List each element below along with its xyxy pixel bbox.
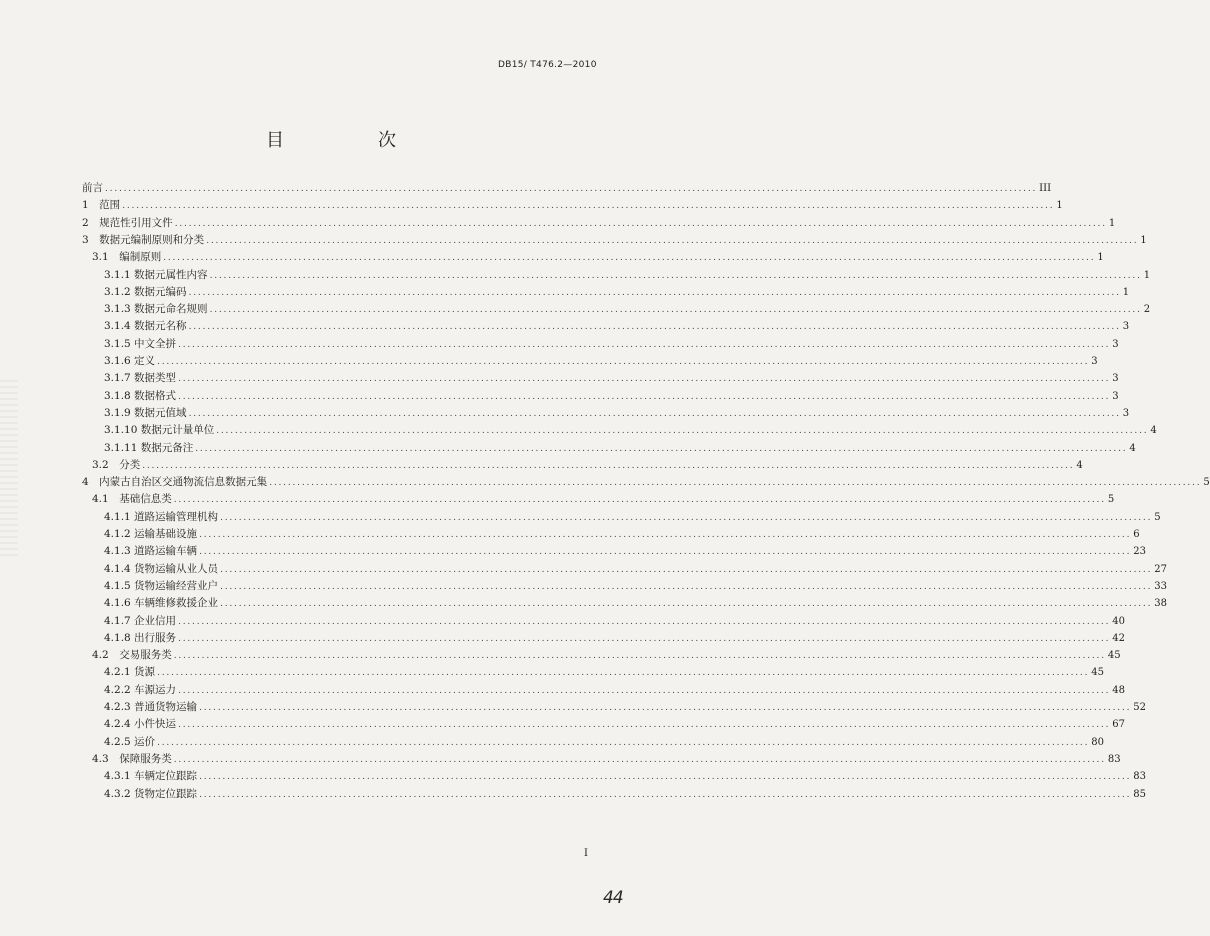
toc-entry-page: 45 [1091, 667, 1104, 679]
toc-entry-page: 42 [1112, 632, 1125, 644]
toc-entry[interactable] [104, 613, 1125, 630]
toc-entry-label: 2 规范性引用文件 [82, 216, 173, 229]
toc-leader-dots: ........................................................................................................................................................................................................ [220, 599, 1153, 610]
toc-entry[interactable] [92, 491, 1115, 508]
toc-entry-label: 3.1.7 数据类型 [104, 372, 177, 385]
toc-leader-dots: ........................................................................................................................................................................................................ [209, 305, 1142, 316]
toc-entry-page: 1 [1097, 252, 1104, 264]
toc-entry-page: 38 [1154, 598, 1167, 610]
toc-entry[interactable] [92, 647, 1121, 664]
toc-entry-label: 3.1.1 数据元属性内容 [104, 268, 208, 281]
toc-leader-dots: ........................................................................................................................................................................................................ [178, 720, 1111, 731]
toc-entry-page: 6 [1133, 529, 1140, 540]
toc-entry-page: 45 [1107, 650, 1121, 662]
toc-entry[interactable] [104, 267, 1151, 284]
toc-entry[interactable] [104, 561, 1167, 578]
toc-entry-page: 4 [1076, 459, 1083, 471]
handwritten-page-number: 44 [603, 888, 623, 908]
toc-entry-page: 3 [1091, 356, 1098, 367]
toc-entry-label: 4.1.7 企业信用 [104, 614, 177, 627]
toc-entry-label: 3.1.8 数据格式 [104, 389, 177, 402]
page-title: 目 次 [266, 130, 434, 151]
toc-entry[interactable] [104, 682, 1125, 699]
toc-entry-label: 4.3.2 货物定位跟踪 [104, 787, 198, 800]
toc-entry-label: 3.1.10 数据元计量单位 [104, 424, 215, 437]
toc-leader-dots: ........................................................................................................................................................................................................ [216, 426, 1149, 437]
toc-entry[interactable] [104, 595, 1167, 612]
toc-entry[interactable] [104, 768, 1146, 785]
toc-leader-dots: ........................................................................................................................................................................................................ [178, 374, 1111, 385]
toc-entry[interactable] [104, 716, 1125, 733]
toc-leader-dots: ........................................................................................................................................................................................................ [195, 443, 1128, 454]
toc-entry-page: 1 [1122, 286, 1130, 298]
toc-entry-label: 4.1.8 出行服务 [104, 631, 177, 644]
toc-leader-dots: ........................................................................................................................................................................................................ [163, 253, 1096, 264]
toc-entry-label: 3.1 编制原则 [92, 251, 162, 264]
toc-entry[interactable] [104, 405, 1130, 422]
toc-leader-dots: ........................................................................................................................................................................................................ [178, 391, 1111, 402]
toc-entry-label: 1 范围 [82, 199, 121, 212]
toc-entry-label: 4.1.6 车辆维修救援企业 [104, 597, 219, 610]
toc-leader-dots: ........................................................................................................................................................................................................ [188, 408, 1121, 419]
toc-entry-label: 4.1 基础信息类 [92, 493, 172, 506]
toc-entry-page: 5 [1203, 477, 1210, 489]
toc-leader-dots: ........................................................................................................................................................................................................ [178, 685, 1111, 696]
toc-entry-label: 前言 [82, 182, 103, 194]
toc-entry-page: 5 [1107, 494, 1115, 506]
toc-entry[interactable] [104, 353, 1098, 370]
toc-entry[interactable] [82, 197, 1063, 214]
toc-entry[interactable] [104, 422, 1157, 439]
toc-leader-dots: ........................................................................................................................................................................................................ [220, 512, 1153, 523]
toc-entry-page: 3 [1112, 390, 1119, 402]
toc-entry-page: 67 [1112, 719, 1125, 731]
toc-leader-dots: ........................................................................................................................................................................................................ [173, 495, 1106, 506]
toc-leader-dots: ........................................................................................................................................................................................................ [188, 322, 1121, 333]
toc-leader-dots: ........................................................................................................................................................................................................ [105, 184, 1038, 194]
toc-leader-dots: ........................................................................................................................................................................................................ [157, 737, 1090, 748]
toc-entry[interactable] [104, 734, 1104, 751]
toc-entry-page: 48 [1112, 684, 1125, 696]
toc-entry-label: 4.2.1 货源 [104, 666, 156, 679]
toc-leader-dots: ........................................................................................................................................................................................................ [174, 218, 1107, 229]
toc-leader-dots: ........................................................................................................................................................................................................ [209, 270, 1142, 281]
toc-entry-label: 4.2.4 小件快运 [104, 718, 177, 731]
toc-entry[interactable] [92, 751, 1121, 768]
toc-entry[interactable] [104, 336, 1119, 353]
toc-leader-dots: ........................................................................................................................................................................................................ [173, 754, 1106, 765]
toc-entry[interactable] [104, 578, 1167, 595]
toc-entry-label: 4.2 交易服务类 [92, 649, 172, 662]
toc-entry-label: 3.1.2 数据元编码 [104, 285, 187, 298]
toc-entry[interactable] [104, 786, 1146, 803]
document-code: DB15/ T476.2—2010 [498, 60, 597, 70]
toc-entry-label: 4.2.3 普通货物运输 [104, 701, 198, 713]
toc-entry[interactable] [104, 699, 1146, 716]
toc-leader-dots: ........................................................................................................................................................................................................ [178, 616, 1111, 627]
toc-entry-page: 27 [1154, 563, 1167, 575]
toc-leader-dots: ........................................................................................................................................................................................................ [199, 703, 1132, 713]
toc-entry-label: 4.1.3 道路运输车辆 [104, 545, 198, 558]
toc-entry-label: 3.1.11 数据元备注 [104, 441, 194, 454]
toc-entry-page: 2 [1143, 304, 1151, 316]
toc-entry-label: 4.1.2 运输基础设施 [104, 528, 198, 540]
toc-leader-dots: ........................................................................................................................................................................................................ [206, 235, 1139, 246]
toc-leader-dots: ........................................................................................................................................................................................................ [199, 530, 1132, 540]
toc-entry-page: III [1039, 183, 1052, 194]
toc-entry-page: 1 [1108, 217, 1116, 229]
toc-entry[interactable] [92, 457, 1083, 474]
toc-entry-page: 23 [1133, 546, 1146, 558]
toc-entry-label: 3 数据元编制原则和分类 [82, 233, 205, 246]
toc-entry-page: 1 [1143, 269, 1151, 281]
toc-entry-label: 4.3 保障服务类 [92, 752, 172, 765]
toc-entry-page: 5 [1154, 511, 1161, 523]
toc-entry-page: 3 [1122, 407, 1130, 419]
toc-leader-dots: ........................................................................................................................................................................................................ [178, 339, 1111, 350]
toc-entry-label: 3.1.6 定义 [104, 355, 156, 367]
toc-entry[interactable] [104, 388, 1119, 405]
toc-leader-dots: ........................................................................................................................................................................................................ [199, 789, 1132, 800]
toc-entry[interactable] [104, 630, 1125, 647]
toc-entry-page: 52 [1133, 702, 1146, 713]
toc-entry-label: 4.3.1 车辆定位跟踪 [104, 770, 198, 783]
toc-entry-page: 4 [1129, 442, 1136, 454]
toc-entry-label: 4 内蒙古自治区交通物流信息数据元集 [82, 476, 268, 489]
toc-entry[interactable] [82, 180, 1052, 197]
toc-entry[interactable] [104, 370, 1119, 387]
toc-leader-dots: ........................................................................................................................................................................................................ [173, 651, 1106, 662]
toc-entry[interactable] [104, 543, 1146, 560]
toc-entry[interactable] [82, 474, 1210, 491]
toc-leader-dots: ........................................................................................................................................................................................................ [122, 201, 1055, 212]
toc-entry[interactable] [104, 301, 1151, 318]
toc-entry-label: 4.1.1 道路运输管理机构 [104, 510, 219, 523]
toc-entry[interactable] [92, 249, 1104, 266]
toc-entry-label: 3.1.3 数据元命名规则 [104, 303, 208, 316]
toc-entry-page: 3 [1112, 338, 1119, 350]
toc-leader-dots: ........................................................................................................................................................................................................ [157, 357, 1090, 367]
toc-leader-dots: ........................................................................................................................................................................................................ [220, 564, 1153, 575]
toc-entry-page: 3 [1122, 321, 1130, 333]
toc-entry-label: 3.1.4 数据元名称 [104, 320, 187, 333]
toc-entry[interactable] [104, 284, 1130, 301]
toc-entry-label: 4.1.5 货物运输经营业户 [104, 579, 219, 592]
toc-entry-page: 83 [1133, 771, 1146, 783]
toc-entry-page: 4 [1150, 425, 1157, 437]
toc-entry[interactable] [104, 509, 1161, 526]
toc-entry-page: 40 [1112, 615, 1125, 627]
toc-entry-label: 3.2 分类 [92, 458, 141, 471]
toc-leader-dots: ........................................................................................................................................................................................................ [142, 460, 1075, 471]
toc-entry[interactable] [104, 318, 1130, 335]
toc-entry-page: 1 [1056, 200, 1063, 212]
toc-entry-page: 33 [1154, 580, 1167, 592]
toc-entry[interactable] [82, 215, 1116, 232]
toc-leader-dots: ........................................................................................................................................................................................................ [178, 633, 1111, 644]
toc-entry-label: 4.2.5 运价 [104, 735, 156, 748]
toc-leader-dots: ........................................................................................................................................................................................................ [220, 581, 1153, 592]
toc-entry-page: 83 [1107, 753, 1121, 765]
toc-entry[interactable] [104, 526, 1140, 543]
toc-leader-dots: ........................................................................................................................................................................................................ [199, 772, 1132, 783]
toc-entry-page: 85 [1133, 788, 1146, 800]
toc-entry-label: 3.1.5 中文全拼 [104, 337, 177, 350]
toc-entry-page: 3 [1112, 373, 1119, 385]
toc-leader-dots: ........................................................................................................................................................................................................ [269, 478, 1202, 489]
toc-leader-dots: ........................................................................................................................................................................................................ [199, 547, 1132, 558]
toc-entry-label: 4.1.4 货物运输从业人员 [104, 562, 219, 575]
toc-entry-label: 3.1.9 数据元值域 [104, 406, 187, 419]
toc-entry[interactable] [104, 664, 1104, 681]
scan-shadow [0, 380, 18, 560]
page-number: I [584, 848, 588, 859]
toc-entry-page: 1 [1140, 234, 1147, 246]
toc-entry-page: 80 [1091, 736, 1104, 748]
toc-entry[interactable] [82, 232, 1147, 249]
toc-leader-dots: ........................................................................................................................................................................................................ [188, 287, 1121, 298]
toc-leader-dots: ........................................................................................................................................................................................................ [157, 668, 1090, 679]
toc-entry-label: 4.2.2 车源运力 [104, 683, 177, 696]
toc-entry[interactable] [104, 440, 1136, 457]
